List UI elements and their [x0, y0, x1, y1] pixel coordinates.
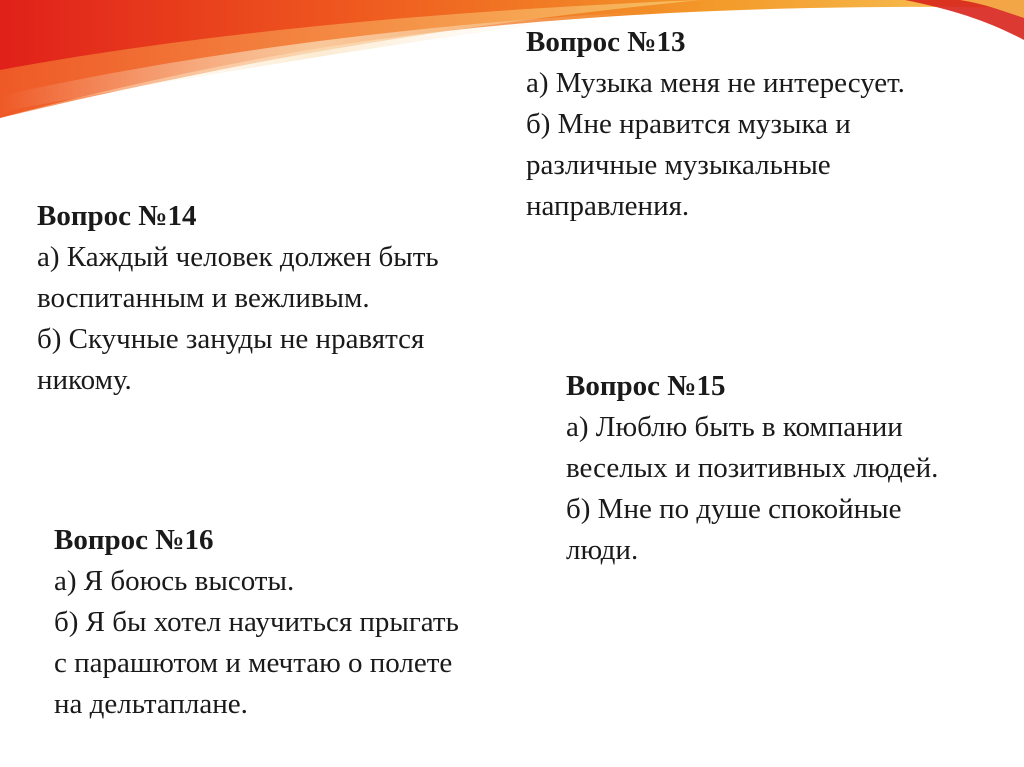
- question-13-line-3: различные музыкальные: [526, 149, 831, 181]
- question-16-line-2: б) Я бы хотел научиться прыгать: [54, 606, 459, 638]
- question-15-line-1: а) Люблю быть в компании: [566, 411, 903, 443]
- question-13-line-2: б) Мне нравится музыка и: [526, 108, 851, 140]
- question-16-line-4: на дельтаплане.: [54, 688, 248, 720]
- question-13-title: Вопрос №13: [526, 26, 686, 58]
- question-15-title: Вопрос №15: [566, 370, 726, 402]
- question-14-line-4: никому.: [37, 364, 132, 396]
- question-13-line-1: а) Музыка меня не интересует.: [526, 67, 905, 99]
- question-15-line-3: б) Мне по душе спокойные: [566, 493, 902, 525]
- question-14-line-2: воспитанным и вежливым.: [37, 282, 370, 314]
- question-14-title: Вопрос №14: [37, 200, 197, 232]
- question-13-block: [526, 22, 905, 227]
- question-13-line-4: направления.: [526, 190, 690, 222]
- question-14-line-3: б) Скучные зануды не нравятся: [37, 323, 425, 355]
- question-14-line-1: а) Каждый человек должен быть: [37, 241, 439, 273]
- question-16-title: Вопрос №16: [54, 524, 214, 556]
- question-15-line-4: люди.: [566, 534, 639, 566]
- question-15-block: [566, 366, 938, 571]
- question-16-line-3: с парашютом и мечтаю о полете: [54, 647, 453, 679]
- question-15-line-2: веселых и позитивных людей.: [566, 452, 939, 484]
- question-16-block: [54, 520, 459, 725]
- question-16-line-1: а) Я боюсь высоты.: [54, 565, 295, 597]
- question-14-block: [37, 196, 439, 401]
